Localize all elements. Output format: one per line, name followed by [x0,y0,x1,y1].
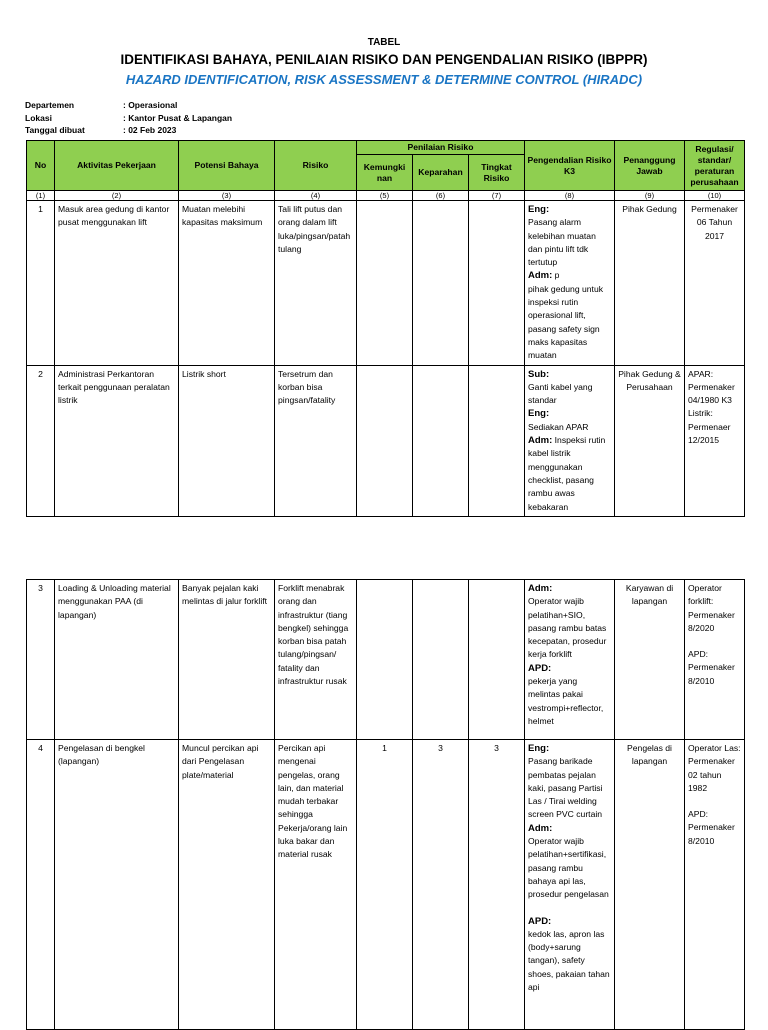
control-text: Operator wajib pelatihan+SIO, pasang rambu batas kecepatan, prosedur kerja forklift [528,596,607,660]
meta-value: : Kantor Pusat & Lapangan [123,112,233,123]
col-header-kemungkinan: Kemungki nan [357,155,413,191]
cell-regulasi [685,580,745,740]
meta-label: Lokasi [25,112,52,123]
column-number-row [27,191,745,201]
column-number: (4) [275,191,357,201]
cell-potensi: Banyak pejalan kaki melintas di jalur forklift [179,580,275,740]
control-label: Eng: [528,204,550,215]
cell-kemungkinan: 1 [357,740,413,1030]
column-number: (3) [179,191,275,201]
cell-no: 4 [27,740,55,1030]
cell-kemungkinan [357,580,413,740]
col-header-pengendalian: Pengendalian Risiko K3 [525,141,615,191]
cell-risiko: Percikan api mengenai pengelas, orang lain, dan material mudah terbakar sehingga Pekerja/orang lain luka bakar dan material rusak [275,740,357,1030]
cell-no: 1 [27,201,55,366]
cell-tingkat: 3 [469,740,525,1030]
cell-regulasi [685,740,745,1030]
control-text: Inspeksi rutin kabel listrik menggunakan checklist, pasang rambu awas kebakaran [528,435,606,512]
cell-no: 2 [27,365,55,516]
cell-aktivitas: Masuk area gedung di kantor pusat menggunakan lift [55,201,179,366]
cell-penanggung: Pihak Gedung & Perusahaan [615,365,685,516]
control-entry [528,835,611,901]
regulasi-line: Operator Las: Permenaker 02 tahun 1982 [688,743,741,793]
col-header-aktivitas: Aktivitas Pekerjaan [55,141,179,191]
col-header-potensi: Potensi Bahaya [179,141,275,191]
control-label: Eng: [528,408,550,420]
col-header-regulasi: Regulasi/ standar/ peraturan perusahaan [685,141,745,191]
meta-tanggal [25,124,232,137]
control-label: Adm: [528,822,553,834]
control-entry [528,822,611,835]
cell-pengendalian [525,365,615,516]
control-entry [528,742,611,755]
cell-tingkat [469,580,525,740]
control-spacer [528,902,611,915]
control-entry [528,381,611,408]
col-header-keparahan: Keparahan [413,155,469,191]
control-text: Ganti kabel yang standar [528,381,593,406]
control-text: Pasang barikade pembatas pejalan kaki, pasang Partisi Las / Tirai welding screen PVC curtain [528,756,603,820]
cell-keparahan: 3 [413,740,469,1030]
cell-risiko: Tali lift putus dan orang dalam lift luka/pingsan/patah tulang [275,201,357,366]
cell-tingkat [469,365,525,516]
control-entry [528,368,611,381]
control-entry [528,662,611,675]
cell-keparahan [413,201,469,366]
regulasi-line [688,795,741,808]
column-number: (5) [357,191,413,201]
cell-potensi: Listrik short [179,365,275,516]
control-entry [528,421,611,434]
cell-pengendalian [525,201,615,366]
cell-pengendalian [525,740,615,1030]
column-number: (6) [413,191,469,201]
column-number: (2) [55,191,179,201]
column-number: (8) [525,191,615,201]
control-label: APD: [528,662,552,674]
control-entry [528,216,611,269]
col-header-penilaian: Penilaian Risiko [357,141,525,155]
table-row [27,201,745,366]
cell-aktivitas: Administrasi Perkantoran terkait penggunaan peralatan listrik [55,365,179,516]
hiradc-table-part-1 [26,140,745,517]
regulasi-line: APD: Permenaker 8/2010 [688,809,735,846]
control-text: Sediakan APAR [528,421,589,432]
col-header-no: No [27,141,55,191]
cell-regulasi: Permenaker 06 Tahun 2017 [685,201,745,366]
meta-label: Tanggal dibuat [25,125,85,135]
control-entry [528,928,611,994]
cell-aktivitas: Pengelasan di bengkel (lapangan) [55,740,179,1030]
cell-penanggung: Pihak Gedung [615,201,685,366]
col-header-risiko: Risiko [275,141,357,191]
cell-risiko: Forklift menabrak orang dan infrastruktur (tiang bengkel) sehingga korban bisa patah tulang/pingsan/ fatality dan infrastruktur rusak [275,580,357,740]
cell-aktivitas: Loading & Unloading material menggunakan PAA (di lapangan) [55,580,179,740]
cell-risiko: Tersetrum dan korban bisa pingsan/fatality [275,365,357,516]
meta-value: : Operasional [123,100,178,110]
col-header-tingkat: Tingkat Risiko [469,155,525,191]
control-text: kedok las, apron las (body+sarung tangan), safety shoes, pakaian tahan api [528,928,610,993]
cell-keparahan [413,580,469,740]
control-entry [528,582,611,595]
regulasi-line: Operator forklift: Permenaker 8/2020 [688,583,735,633]
meta-info [25,99,232,137]
control-text: pekerja yang melintas pakai vestrompi+reflector, helmet [528,676,604,726]
meta-departemen [25,99,232,112]
control-entry [528,269,611,282]
meta-value: : 02 Feb 2023 [123,125,177,135]
cell-penanggung: Pengelas di lapangan [615,740,685,1030]
cell-tingkat [469,201,525,366]
table-row [27,580,745,740]
regulasi-line [688,635,741,648]
control-label: Adm: [528,583,553,594]
control-entry [528,595,611,661]
cell-kemungkinan [357,201,413,366]
cell-potensi: Muatan melebihi kapasitas maksimum [179,201,275,366]
control-text: pihak gedung untuk inspeksi rutin operasional lift, pasang safety sign maks kapasitas muatan [528,283,604,361]
table-row [27,740,745,1030]
cell-keparahan [413,365,469,516]
control-text: p [554,270,560,281]
column-number: (7) [469,191,525,201]
control-text: Pasang alarm kelebihan muatan dan pintu lift tdk tertutup [528,217,596,268]
doc-title: IDENTIFIKASI BAHAYA, PENILAIAN RISIKO DAN PENGENDALIAN RISIKO (IBPPR) [120,52,648,67]
cell-penanggung: Karyawan di lapangan [615,580,685,740]
control-text: Operator wajib pelatihan+sertifikasi, pasang rambu bahaya api las, prosedur pengelasan [528,836,609,900]
control-entry [528,407,611,420]
meta-lokasi [25,112,232,125]
control-entry [528,283,611,363]
control-entry [528,755,611,821]
control-entry [528,434,611,514]
table-row [27,365,745,516]
control-entry [528,203,611,216]
control-label: Eng: [528,743,550,754]
control-label: APD: [528,915,552,927]
column-number: (1) [27,191,55,201]
regulasi-line: APD: Permenaker 8/2010 [688,649,735,686]
column-number: (9) [615,191,685,201]
hiradc-table-part-2 [26,579,745,1030]
control-label: Sub: [528,368,550,380]
cell-no: 3 [27,580,55,740]
doc-subtitle: HAZARD IDENTIFICATION, RISK ASSESSMENT & DETERMINE CONTROL (HIRADC) [125,72,643,87]
cell-pengendalian [525,580,615,740]
column-number: (10) [685,191,745,201]
doc-label: TABEL [367,37,401,48]
cell-kemungkinan [357,365,413,516]
control-label: Adm: [528,270,553,282]
meta-label: Departemen [25,100,75,110]
col-header-penanggung: Penanggung Jawab [615,141,685,191]
control-label: Adm: [528,435,553,447]
cell-regulasi: APAR: Permenaker 04/1980 K3 Listrik: Permenaer 12/2015 [685,365,745,516]
control-entry [528,675,611,728]
control-entry [528,915,611,928]
cell-potensi: Muncul percikan api dari Pengelasan plate/material [179,740,275,1030]
